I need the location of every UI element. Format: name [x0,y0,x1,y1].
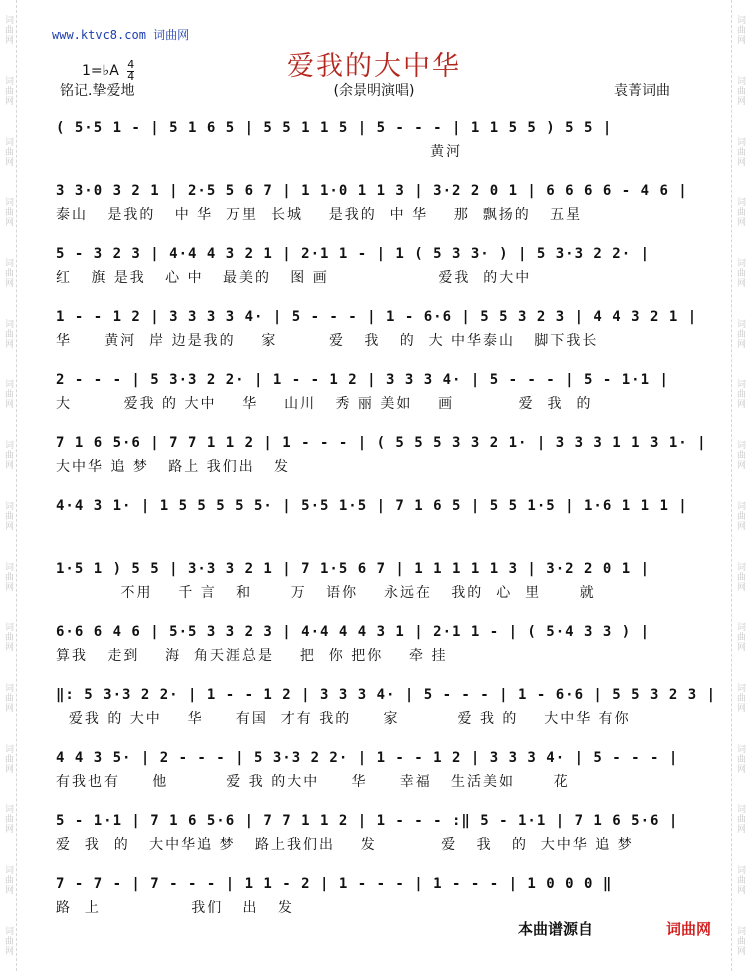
lyrics-line: 大中华 追 梦 路上 我们出 发 [56,459,291,475]
notation-line: 4 4 3 5· | 2 - - - | 5 3·3 2 2· | 1 - - 1 2 | 3 3 3 4· | 5 - - - | [56,750,679,766]
left-watermark-strip [0,0,17,971]
notation-line: 1·5 1 ) 5 5 | 3·3 3 2 1 | 7 1·5 6 7 | 1 1 1 1 1 3 | 3·2 2 0 1 | [56,561,651,577]
notation-line: 5 - 1·1 | 7 1 6 5·6 | 7 7 1 1 2 | 1 - - - :‖ 5 - 1·1 | 7 1 6 5·6 | [56,813,679,829]
key-signature [82,60,134,82]
watermark: 词曲网 [735,15,745,46]
time-signature [127,60,134,82]
score-system [56,242,686,305]
expression-marking: 铭记.挚爱地 [60,83,135,99]
watermark: 词曲网 [735,258,745,289]
notation-line: ‖: 5 3·3 2 2· | 1 - - 1 2 | 3 3 3 4· | 5 - - - | 1 - 6·6 | 5 5 3 2 3 | [56,687,717,703]
lyrics-line: 路 上 我们 出 发 [56,900,294,916]
score-system [56,746,686,809]
notation-line: 3 3·0 3 2 1 | 2·5 5 6 7 | 1 1·0 1 1 3 | 3·2 2 0 1 | 6 6 6 6 - 4 6 | [56,183,688,199]
score-system [56,116,686,179]
watermark: 词曲网 [3,561,13,592]
watermark: 词曲网 [3,379,13,410]
notation-line: 2 - - - | 5 3·3 2 2· | 1 - - 1 2 | 3 3 3 4· | 5 - - - | 5 - 1·1 | [56,372,669,388]
lyrics-line: 黄河 [56,144,463,160]
watermark: 词曲网 [735,379,745,410]
watermark: 词曲网 [3,136,13,167]
notation-line: 1 - - 1 2 | 3 3 3 3 4· | 5 - - - | 1 - 6·6 | 5 5 3 2 3 | 4 4 3 2 1 | [56,309,698,325]
watermark: 词曲网 [3,622,13,653]
score-system [56,683,717,746]
lyrics-line: 红 旗 是我 心 中 最美的 图 画 爱我 的大中 [56,270,532,286]
watermark: 词曲网 [735,925,745,956]
score-system [56,368,686,431]
source-label: 本曲谱源自 [518,920,594,938]
watermark: 词曲网 [3,197,13,228]
notation-line: 7 - 7 - | 7 - - - | 1 1 - 2 | 1 - - - | 1 - - - | 1 0 0 0 ‖ [56,876,613,892]
score-system [56,305,698,368]
watermark: 词曲网 [735,682,745,713]
watermark: 词曲网 [3,440,13,471]
watermark: 词曲网 [735,804,745,835]
song-title: 爱我的大中华 [287,51,461,82]
lyrics-line [56,518,686,542]
score-system [56,431,707,494]
watermark: 词曲网 [3,318,13,349]
watermark: 词曲网 [735,76,745,107]
watermark: 词曲网 [735,622,745,653]
watermark: 词曲网 [735,197,745,228]
score-system [56,179,686,242]
score-system [56,557,686,620]
site-url[interactable]: www.ktvc8.com 词曲网 [52,28,190,42]
key-label: 1=♭A [82,63,119,79]
notation-line: 5 - 3 2 3 | 4·4 4 3 2 1 | 2·1 1 - | 1 ( 5 3 3· ) | 5 3·3 2 2· | [56,246,651,262]
watermark: 词曲网 [3,682,13,713]
watermark: 词曲网 [735,561,745,592]
watermark: 词曲网 [3,743,13,774]
notation-line: 6·6 6 4 6 | 5·5 3 3 2 3 | 4·4 4 4 3 1 | 2·1 1 - | ( 5·4 3 3 ) | [56,624,651,640]
lyrics-line: 不用 千 言 和 万 语你 永远在 我的 心 里 就 [56,585,596,601]
notation-line: 4·4 3 1· | 1 5 5 5 5 5· | 5·5 1·5 | 7 1 6 5 | 5 5 1·5 | 1·6 1 1 1 | [56,498,688,514]
watermark: 词曲网 [735,500,745,531]
score-system [56,494,686,557]
lyrics-line: 爱 我 的 大中华追 梦 路上我们出 发 爱 我 的 大中华 追 梦 [56,837,634,853]
notation-line: 7 1 6 5·6 | 7 7 1 1 2 | 1 - - - | ( 5 5 5 3 3 2 1· | 3 3 3 1 1 3 1· | [56,435,707,451]
watermark: 词曲网 [3,864,13,895]
watermark: 词曲网 [3,258,13,289]
watermark: 词曲网 [735,136,745,167]
watermark: 词曲网 [3,925,13,956]
watermark: 词曲网 [735,318,745,349]
source-brand-link[interactable]: 词曲网 [666,920,712,938]
watermark: 词曲网 [735,743,745,774]
watermark: 词曲网 [3,15,13,46]
notation-line: ( 5·5 1 - | 5 1 6 5 | 5 5 1 1 5 | 5 - - - | 1 1 5 5 ) 5 5 | [56,120,613,136]
time-signature-bottom: 4 [127,70,135,83]
lyrics-line: 爱我 的 大中 华 有国 才有 我的 家 爱 我 的 大中华 有你 [56,711,631,727]
lyrics-line: 大 爱我 的 大中 华 山川 秀 丽 美如 画 爱 我 的 [56,396,593,412]
time-signature-top: 4 [127,58,135,71]
watermark: 词曲网 [735,440,745,471]
score-system [56,620,686,683]
lyrics-line: 华 黄河 岸 边是我的 家 爱 我 的 大 中华泰山 脚下我长 [56,333,599,349]
lyrics-line: 有我也有 他 爱 我 的大中 华 幸福 生活美如 花 [56,774,570,790]
watermark: 词曲网 [3,500,13,531]
watermark: 词曲网 [3,804,13,835]
performer-note: (余景明演唱) [333,83,415,99]
lyrics-line: 算我 走到 海 角天涯总是 把 你 把你 牵 挂 [56,648,448,664]
credit: 袁菁词曲 [614,83,670,99]
watermark: 词曲网 [3,76,13,107]
lyrics-line: 泰山 是我的 中 华 万里 长城 是我的 中 华 那 飘扬的 五星 [56,207,583,223]
watermark: 词曲网 [735,864,745,895]
score-system [56,809,686,872]
right-watermark-strip [731,0,748,971]
